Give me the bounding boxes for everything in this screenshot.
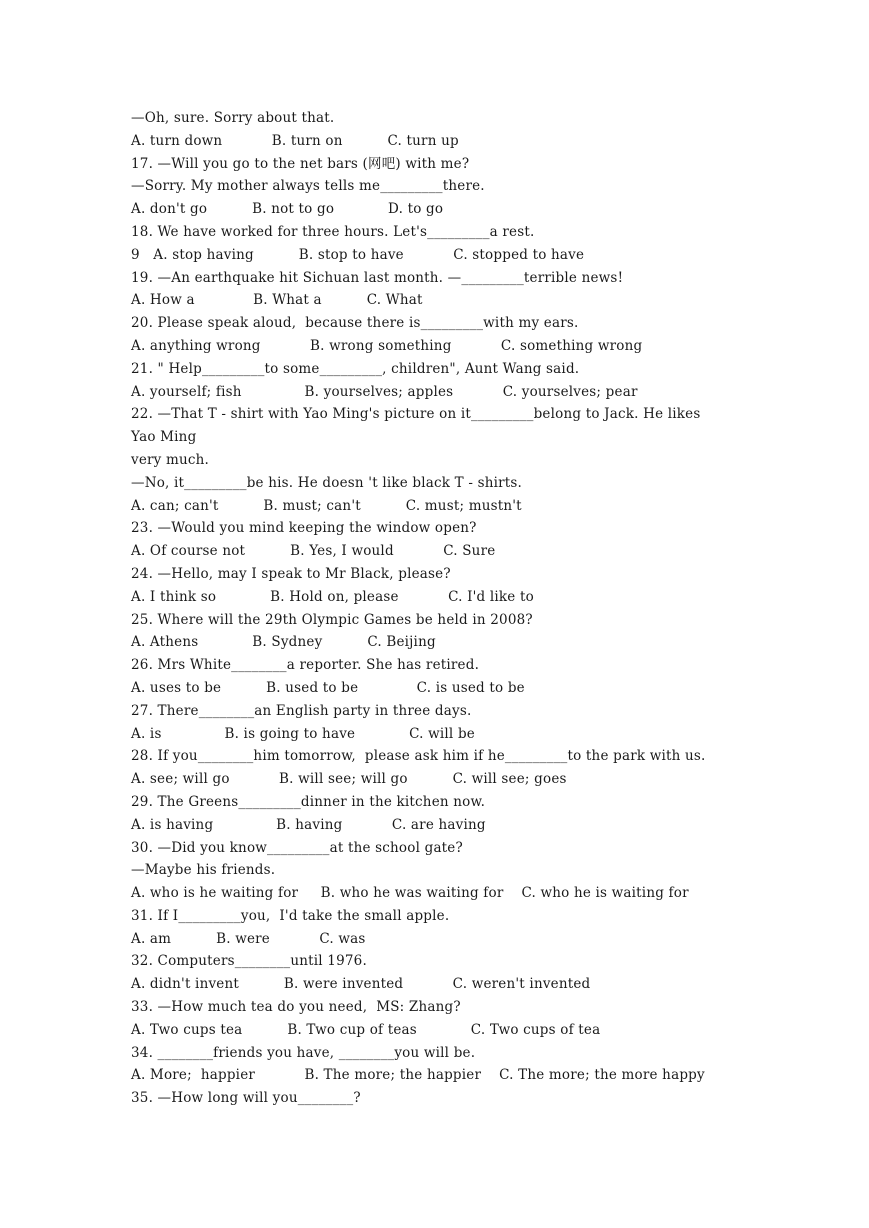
question-19: 19. —An earthquake hit Sichuan last month. —_________terrible news! [131, 269, 624, 286]
answer-options: A. can; can't B. must; can't C. must; mustn't [131, 497, 522, 514]
question-31: 31. If I_________you, I'd take the small apple. [131, 907, 450, 924]
question-32: 32. Computers________until 1976. [131, 953, 367, 970]
text-line: Yao Ming [131, 429, 197, 446]
question-22: 22. —That T - shirt with Yao Ming's picture on it_________belong to Jack. He likes [131, 406, 701, 423]
text-line: very much. [131, 451, 210, 468]
question-33: 33. —How much tea do you need, MS: Zhang? [131, 999, 461, 1016]
answer-options: A. Athens B. Sydney C. Beijing [131, 634, 436, 651]
answer-options: A. who is he waiting for B. who he was waiting for C. who he is waiting for [131, 885, 689, 902]
question-17: 17. —Will you go to the net bars (网吧) with me? [131, 155, 470, 172]
text-line: —Oh, sure. Sorry about that. [131, 110, 335, 126]
question-28: 28. If you________him tomorrow, please ask him if he_________to the park with us. [131, 748, 706, 765]
question-30: 30. —Did you know_________at the school gate? [131, 839, 463, 856]
answer-options: A. Two cups tea B. Two cup of teas C. Two cups of tea [131, 1021, 601, 1038]
question-24: 24. —Hello, may I speak to Mr Black, please? [131, 565, 451, 582]
answer-options: A. don't go B. not to go D. to go [131, 201, 444, 218]
answer-options: 9 A. stop having B. stop to have C. stopped to have [131, 246, 585, 263]
answer-options: A. How a B. What a C. What [131, 292, 423, 309]
question-27: 27. There________an English party in three days. [131, 702, 472, 719]
question-35: 35. —How long will you________? [131, 1090, 361, 1107]
answer-options: A. Of course not B. Yes, I would C. Sure [131, 543, 496, 560]
text-line: —Sorry. My mother always tells me_________there. [131, 178, 485, 195]
answer-options: A. turn down B. turn on C. turn up [131, 132, 459, 149]
question-25: 25. Where will the 29th Olympic Games be held in 2008? [131, 611, 533, 628]
answer-options: A. uses to be B. used to be C. is used to be [131, 679, 525, 696]
text-line: —No, it_________be his. He doesn 't like black T - shirts. [131, 474, 523, 491]
answer-options: A. More; happier B. The more; the happier C. The more; the more happy [131, 1067, 705, 1084]
answer-options: A. yourself; fish B. yourselves; apples C. yourselves; pear [131, 383, 638, 400]
answer-options: A. is B. is going to have C. will be [131, 725, 475, 742]
exercise-text [131, 107, 751, 1110]
answer-options: A. am B. were C. was [131, 930, 366, 947]
question-29: 29. The Greens_________dinner in the kitchen now. [131, 793, 486, 810]
question-20: 20. Please speak aloud, because there is_________with my ears. [131, 315, 579, 332]
question-23: 23. —Would you mind keeping the window open? [131, 520, 477, 537]
question-34: 34. ________friends you have, ________you will be. [131, 1044, 476, 1061]
question-21: 21. " Help_________to some_________, children", Aunt Wang said. [131, 360, 580, 377]
answer-options: A. didn't invent B. were invented C. weren't invented [131, 976, 591, 993]
answer-options: A. I think so B. Hold on, please C. I'd like to [131, 588, 534, 605]
text-line: —Maybe his friends. [131, 862, 276, 879]
answer-options: A. anything wrong B. wrong something C. something wrong [131, 337, 643, 354]
answer-options: A. see; will go B. will see; will go C. will see; goes [131, 771, 567, 788]
answer-options: A. is having B. having C. are having [131, 816, 486, 833]
question-18: 18. We have worked for three hours. Let's_________a rest. [131, 223, 535, 240]
question-26: 26. Mrs White________a reporter. She has retired. [131, 657, 480, 674]
